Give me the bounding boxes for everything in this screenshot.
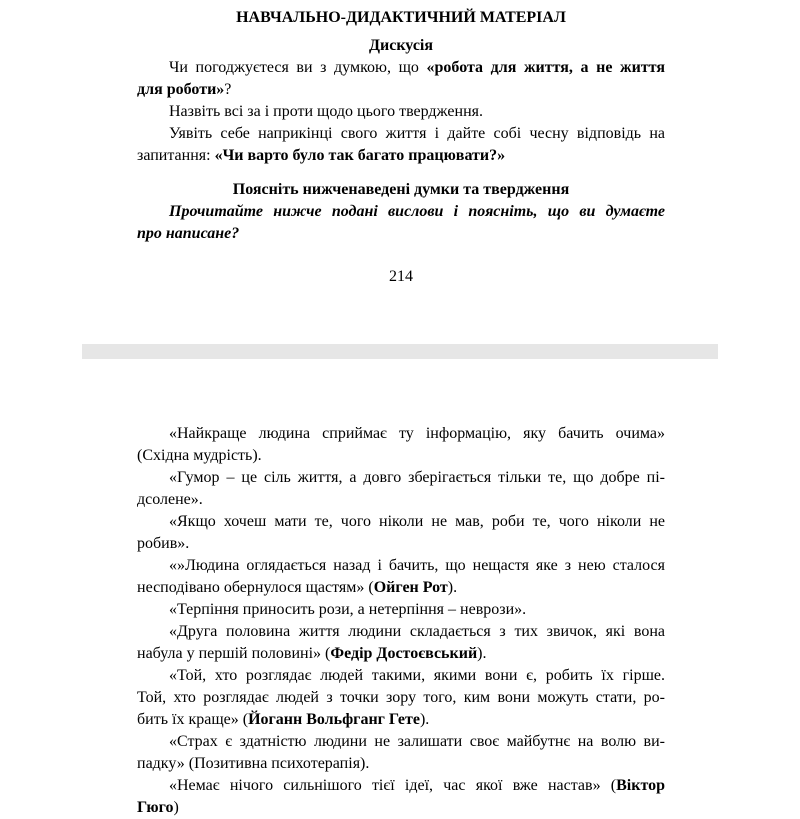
quote-9-author-last: Гюго: [137, 799, 174, 816]
quote-8-line-1: «Страх є здатністю людини не залишати своє майбутнє на волю ви-: [169, 733, 665, 750]
quote-7-close: ).: [419, 711, 430, 728]
page-top: [137, 0, 665, 290]
section-title: Поясніть нижченаведені думки та твердження: [232, 181, 570, 198]
quote-7-line-2: Той, хто розглядає людей з точки зору того, ким вони можуть стати, ро-: [137, 689, 665, 706]
discussion-question-text: Чи погоджуєтеся ви з думкою, що: [169, 59, 427, 76]
quote-6-line-1: «Друга половина життя людини складається з тих звичок, які вона: [169, 623, 665, 640]
quote-7-line-1: «Той, хто розглядає людей такими, якими вони є, робить їх гірше.: [169, 667, 665, 684]
quote-9-text: «Немає нічого сильнішого тієї ідеї, час якої вже настав» (: [169, 777, 617, 794]
page-divider: [82, 344, 718, 359]
quote-4-text-end: несподівано обернулося щастям» (: [137, 579, 374, 596]
quote-7-author: Йоганн Вольфганг Гете: [248, 711, 420, 728]
quote-2-line-2: дсолене».: [137, 491, 203, 508]
reflection-prompt-line-2: [137, 145, 665, 167]
quote-9-line-1: [137, 775, 665, 797]
quote-3-line-2: робив».: [137, 535, 190, 552]
quote-6-line-2: [137, 643, 665, 665]
quote-4-line-1: «»Людина оглядається назад і бачить, що нещастя яке з нею сталося: [169, 557, 665, 574]
discussion-quote-end: для роботи»: [137, 81, 225, 98]
quote-4-line-2: [137, 577, 665, 599]
page-bottom: [137, 420, 665, 816]
question-mark: ?: [224, 81, 232, 98]
quote-9-line-2: [137, 797, 665, 819]
quote-5: «Терпіння приносить рози, а нетерпіння – неврози».: [169, 601, 527, 618]
pros-cons-prompt: Назвіть всі за і проти щодо цього твердження.: [169, 103, 483, 120]
quote-9-author-first: Віктор: [616, 777, 665, 794]
page-heading: НАВЧАЛЬНО-ДИДАКТИЧНИЙ МАТЕРІАЛ: [236, 9, 566, 26]
reflection-prompt-line-1: Уявіть себе наприкінці свого життя і дайте собі чесну відповідь на: [169, 125, 665, 142]
quote-7-text-end: бить їх краще» (: [137, 711, 249, 728]
quote-6-text-end: набула у першій половині» (: [137, 645, 331, 662]
quote-8-line-2: падку» (Позитивна психотерапія).: [137, 755, 370, 772]
discussion-question-line-2: [137, 79, 665, 101]
discussion-quote: «робота для життя, а не життя: [426, 59, 666, 76]
discussion-subheading: Дискусія: [368, 37, 434, 54]
quote-9-close: ): [173, 799, 179, 816]
quote-6-close: ).: [477, 645, 487, 662]
quote-7-line-3: [137, 709, 665, 731]
reflection-prompt-text: запитання:: [137, 147, 215, 164]
page-number: 214: [389, 268, 413, 285]
quote-2-line-1: «Гумор – це сіль життя, а довго зберігається тільки те, що добре пі-: [169, 469, 665, 486]
quote-1-line-2: (Східна мудрість).: [137, 447, 262, 464]
instruction-line-2: про написане?: [137, 225, 240, 242]
quote-6-author: Федір Достоєвський: [330, 645, 478, 662]
quote-4-close: ).: [447, 579, 458, 596]
discussion-question-line-1: [137, 57, 665, 79]
quote-3-line-1: «Якщо хочеш мати те, чого ніколи не мав, роби те, чого ніколи не: [169, 513, 665, 530]
quote-4-author: Ойген Рот: [373, 579, 448, 596]
instruction-line-1: Прочитайте нижче подані вислови і поясніть, що ви думаєте: [169, 203, 665, 220]
reflection-question: «Чи варто було так багато працювати?»: [214, 147, 506, 164]
quote-1-line-1: «Найкраще людина сприймає ту інформацію, яку бачить очима»: [169, 425, 665, 442]
